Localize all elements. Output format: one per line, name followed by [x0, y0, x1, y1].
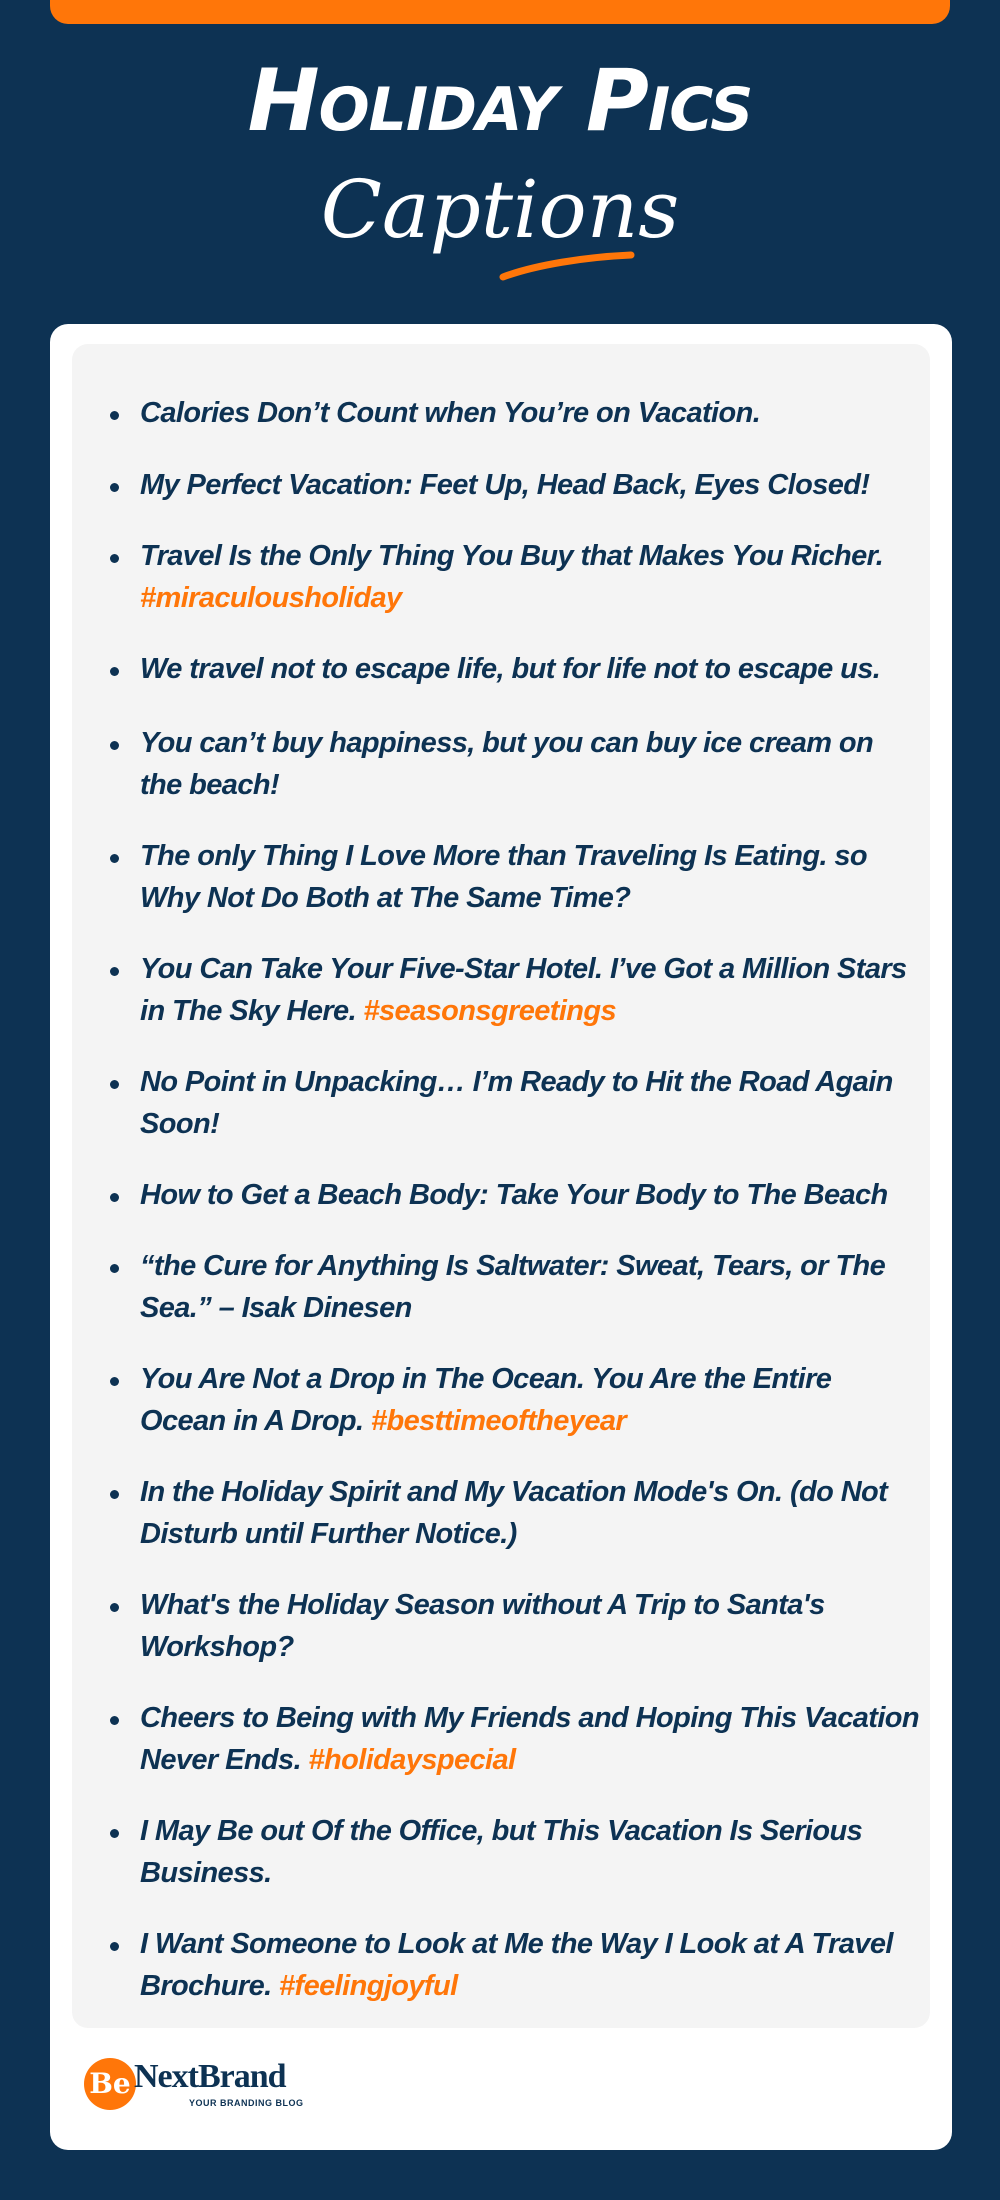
- top-accent-bar: [50, 0, 950, 24]
- bullet-icon: [110, 967, 119, 976]
- bullet-icon: [110, 1942, 119, 1951]
- bullet-icon: [110, 854, 119, 863]
- caption-text: Travel Is the Only Thing You Buy that Makes You Richer. #miraculousholiday: [140, 540, 884, 614]
- bullet-icon: [110, 554, 119, 563]
- hashtag: #besttimeoftheyear: [370, 1405, 627, 1437]
- caption-text: Calories Don’t Count when You’re on Vacation.: [140, 397, 761, 429]
- logo-tagline: YOUR BRANDING BLOG: [189, 2098, 304, 2108]
- captions-card: [50, 324, 952, 2150]
- caption-text: You can’t buy happiness, but you can buy ice cream on the beach!: [140, 727, 874, 801]
- page-subtitle: Captions: [320, 163, 680, 256]
- bullet-icon: [110, 411, 119, 420]
- caption-text: You Are Not a Drop in The Ocean. You Are the Entire Ocean in A Drop. #besttimeoftheyear: [140, 1363, 832, 1437]
- page-title: Holiday Pics: [247, 51, 753, 151]
- bullet-icon: [110, 1264, 119, 1273]
- caption-text: The only Thing I Love More than Traveling Is Eating. so Why Not Do Both at The Same Time?: [140, 840, 868, 914]
- captions-panel: [72, 344, 930, 2028]
- caption-text: Cheers to Being with My Friends and Hoping This Vacation Never Ends. #holidayspecial: [140, 1702, 920, 1776]
- bullet-icon: [110, 1377, 119, 1386]
- caption-text: My Perfect Vacation: Feet Up, Head Back, Eyes Closed!: [140, 469, 870, 501]
- bullet-icon: [110, 1193, 119, 1202]
- hashtag: #miraculousholiday: [140, 582, 402, 614]
- caption-text: You Can Take Your Five-Star Hotel. I’ve Got a Million Stars in The Sky Here. #seasonsgreetings: [140, 953, 907, 1027]
- caption-text: “the Cure for Anything Is Saltwater: Sweat, Tears, or The Sea.” – Isak Dinesen: [140, 1250, 886, 1324]
- underline-swoosh-icon: [495, 243, 635, 283]
- caption-text: In the Holiday Spirit and My Vacation Mode's On. (do Not Disturb until Further Notice.): [140, 1476, 888, 1550]
- bullet-icon: [110, 1829, 119, 1838]
- nextbrand-logo[interactable]: [84, 2054, 324, 2114]
- caption-text: How to Get a Beach Body: Take Your Body to The Beach: [140, 1179, 888, 1211]
- logo-name: NextBrand: [134, 2058, 286, 2095]
- hashtag: #seasonsgreetings: [363, 995, 617, 1027]
- bullet-icon: [110, 741, 119, 750]
- hashtag: #holidayspecial: [308, 1744, 516, 1776]
- caption-text: No Point in Unpacking… I’m Ready to Hit the Road Again Soon!: [140, 1066, 893, 1140]
- bullet-icon: [110, 1490, 119, 1499]
- caption-text: What's the Holiday Season without A Trip to Santa's Workshop?: [140, 1589, 825, 1663]
- caption-text: I Want Someone to Look at Me the Way I Look at A Travel Brochure. #feelingjoyful: [140, 1928, 893, 2002]
- bullet-icon: [110, 667, 119, 676]
- caption-text: I May Be out Of the Office, but This Vacation Is Serious Business.: [140, 1815, 863, 1889]
- bullet-icon: [110, 1716, 119, 1725]
- logo-mark: Be: [84, 2058, 136, 2110]
- bullet-icon: [110, 483, 119, 492]
- caption-text: We travel not to escape life, but for life not to escape us.: [140, 653, 881, 685]
- bullet-icon: [110, 1080, 119, 1089]
- hashtag: #feelingjoyful: [279, 1970, 458, 2002]
- bullet-icon: [110, 1603, 119, 1612]
